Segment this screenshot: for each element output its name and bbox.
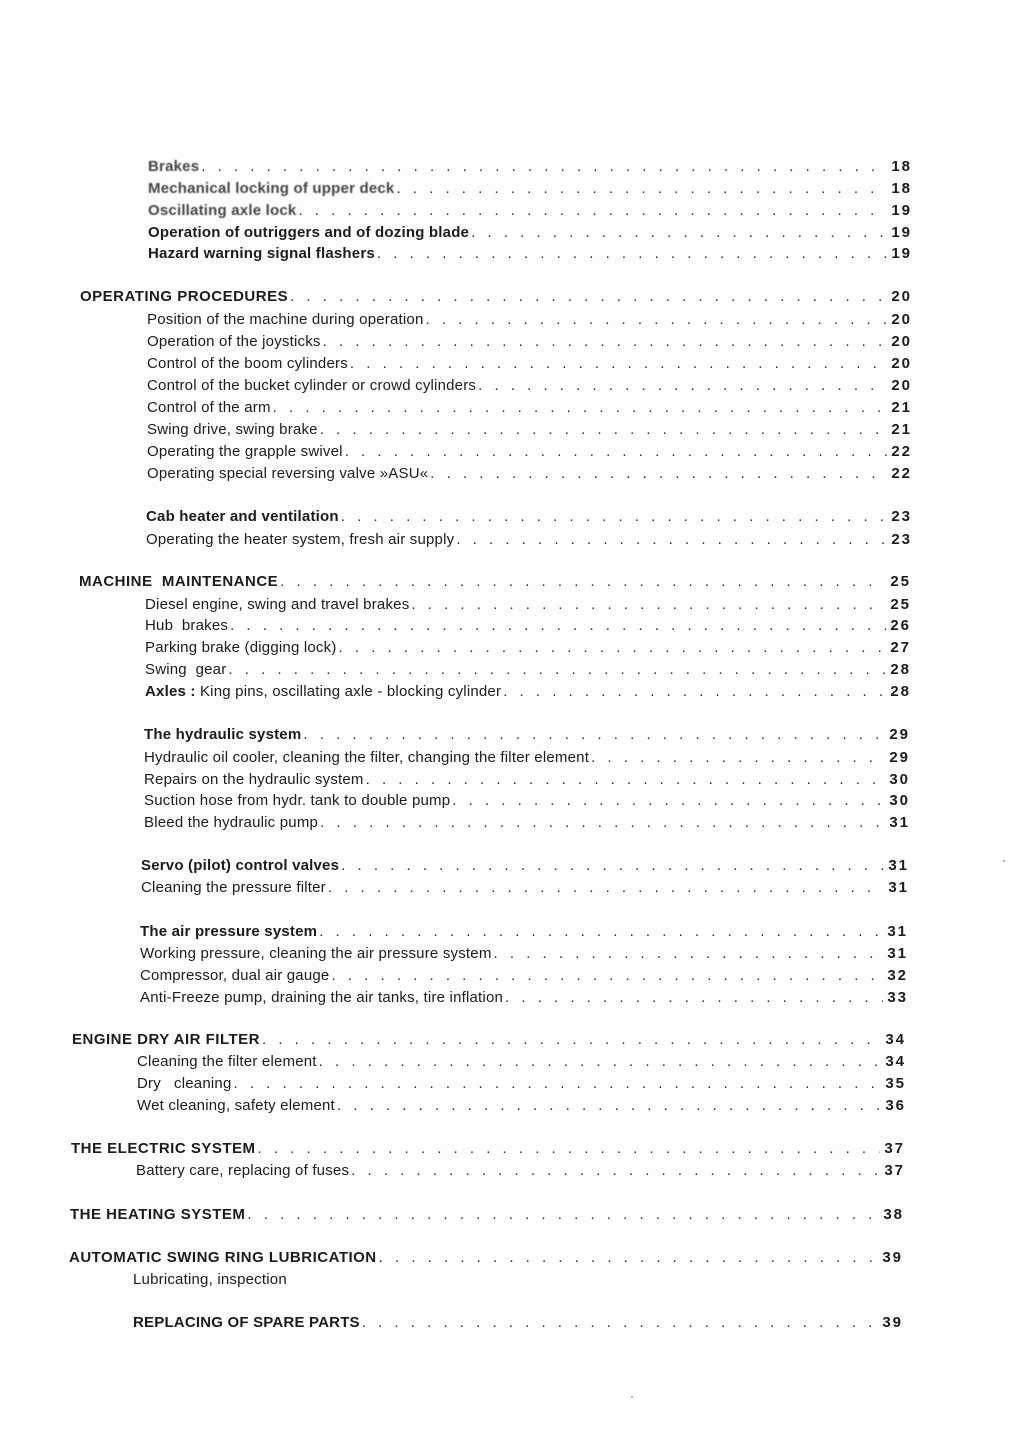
leader-dots [341, 508, 888, 525]
leader-dots [280, 573, 886, 590]
leader-dots [320, 421, 888, 438]
leader-dots [430, 465, 887, 482]
toc-entry-bold-label: Axles : [145, 683, 196, 700]
toc-entry-title: Anti-Freeze pump, draining the air tanks, tire inflation [140, 989, 504, 1006]
toc-entry-page: 37 [884, 1140, 905, 1157]
toc-entry-page: 35 [885, 1075, 906, 1092]
toc-entry-title: Servo (pilot) control valves [141, 857, 340, 874]
leader-dots [303, 726, 885, 743]
leader-dots [350, 355, 887, 372]
toc-entry-title: Position of the machine during operation [147, 311, 424, 328]
leader-dots [426, 311, 888, 328]
toc-section-title: AUTOMATIC SWING RING LUBRICATION [69, 1249, 377, 1266]
toc-entry-title: Control of the bucket cylinder or crowd cylinders [147, 377, 477, 394]
toc-entry [144, 771, 910, 788]
toc-entry-title: Lubricating, inspection [133, 1271, 287, 1288]
toc-entry-page: 36 [885, 1097, 906, 1114]
leader-dots [478, 377, 887, 394]
toc-entry-title: Parking brake (digging lock) [145, 639, 337, 656]
toc-entry [133, 1271, 733, 1288]
toc-entry [146, 531, 912, 548]
toc-entry-page: 38 [883, 1206, 904, 1223]
toc-section-title: THE ELECTRIC SYSTEM [71, 1140, 256, 1157]
leader-dots [331, 967, 883, 984]
toc-entry-title: Suction hose from hydr. tank to double pump [144, 792, 451, 809]
toc-entry-page: 20 [891, 333, 912, 350]
toc-entry-page: 39 [882, 1249, 903, 1266]
leader-dots [503, 683, 886, 700]
toc-section [72, 1031, 906, 1048]
leader-dots [298, 202, 887, 219]
toc-entry-page: 21 [891, 421, 912, 438]
toc-entry-page: 25 [890, 596, 911, 613]
toc-section [70, 1206, 904, 1223]
toc-entry-title: Repairs on the hydraulic system [144, 771, 364, 788]
toc-subheading [146, 508, 912, 525]
toc-entry-page: 18 [891, 158, 912, 175]
toc-entry-page: 19 [891, 202, 912, 219]
toc-entry [148, 158, 912, 175]
leader-dots [230, 617, 886, 634]
toc-entry-title: Control of the arm [147, 399, 271, 416]
toc-entry [137, 1053, 906, 1070]
toc-entry-page: 19 [891, 245, 912, 262]
toc-entry [145, 596, 911, 613]
toc-entry-title: Control of the boom cylinders [147, 355, 348, 372]
toc-section-title: MACHINE MAINTENANCE [79, 573, 279, 590]
toc-entry [147, 311, 912, 328]
leader-dots [339, 639, 887, 656]
leader-dots [320, 814, 885, 831]
toc-entry [148, 202, 912, 219]
leader-dots [328, 879, 884, 896]
scan-speck [1003, 860, 1005, 862]
toc-entry [145, 639, 911, 656]
toc-entry-title: Oscillating axle lock [148, 202, 297, 219]
leader-dots [411, 596, 886, 613]
toc-entry-page: 32 [887, 967, 908, 984]
toc-entry-title: Operation of outriggers and of dozing blade [148, 224, 470, 241]
toc-entry [147, 443, 912, 460]
leader-dots [591, 749, 885, 766]
toc-entry-page: 20 [891, 311, 912, 328]
leader-dots [319, 923, 883, 940]
leader-dots [351, 1162, 880, 1179]
leader-dots [258, 1140, 881, 1157]
toc-entry-page: 26 [890, 617, 911, 634]
toc-entry-page: 20 [891, 355, 912, 372]
toc-entry-page: 22 [891, 443, 912, 460]
toc-entry-page: 29 [889, 749, 910, 766]
toc-entry-title: Operating special reversing valve »ASU« [147, 465, 429, 482]
leader-dots [494, 945, 884, 962]
toc-entry [147, 421, 912, 438]
toc-entry [140, 967, 908, 984]
toc-entry [147, 355, 912, 372]
toc-subheading [133, 1314, 903, 1331]
toc-entry [145, 617, 911, 634]
leader-dots [290, 288, 887, 305]
toc-entry-page: 18 [891, 180, 912, 197]
toc-entry-title: Operating the heater system, fresh air supply [146, 531, 455, 548]
leader-dots [377, 245, 887, 262]
toc-entry-page: 34 [885, 1053, 906, 1070]
toc-section [71, 1140, 905, 1157]
toc-entry-page: 22 [891, 465, 912, 482]
toc-section [80, 288, 912, 305]
toc-subheading [140, 923, 908, 940]
toc-entry-page: 30 [889, 792, 910, 809]
toc-entry-title: The hydraulic system [144, 726, 302, 743]
toc-entry-title: Operation of the joysticks [147, 333, 321, 350]
toc-entry-title: Bleed the hydraulic pump [144, 814, 319, 831]
toc-entry-title: Hazard warning signal flashers [148, 245, 375, 262]
toc-entry-title: The air pressure system [140, 923, 318, 940]
toc-entry-page: 28 [890, 683, 911, 700]
toc-entry-page: 28 [890, 661, 911, 678]
toc-entry [137, 1075, 906, 1092]
toc-entry [136, 1162, 905, 1179]
toc-entry [140, 945, 908, 962]
leader-dots [362, 1314, 879, 1331]
toc-entry-page: 19 [891, 224, 912, 241]
toc-entry-page: 31 [888, 857, 909, 874]
toc-entry-title-rest: King pins, oscillating axle - blocking cylinder [195, 683, 502, 700]
leader-dots [234, 1075, 882, 1092]
toc-entry-title: Hub brakes [145, 617, 229, 634]
toc-entry [148, 245, 912, 262]
toc-entry-title: REPLACING OF SPARE PARTS [133, 1314, 360, 1331]
toc-entry-page: 31 [888, 879, 909, 896]
toc-entry-title: Cab heater and ventilation [146, 508, 339, 525]
toc-entry-title: Operating the grapple swivel [147, 443, 343, 460]
toc-subheading [144, 726, 910, 743]
toc-entry [147, 333, 912, 350]
leader-dots [366, 771, 886, 788]
leader-dots [337, 1097, 881, 1114]
toc-section [69, 1249, 903, 1266]
toc-entry-title: Brakes [148, 158, 200, 175]
leader-dots [379, 1249, 879, 1266]
leader-dots [262, 1031, 881, 1048]
toc-entry-title: Working pressure, cleaning the air pressure system [140, 945, 492, 962]
scan-speck [631, 1396, 633, 1398]
toc-entry-title: Cleaning the filter element [137, 1053, 317, 1070]
leader-dots [228, 661, 886, 678]
toc-entry-title: Swing gear [145, 661, 227, 678]
toc-entry-page: 21 [891, 399, 912, 416]
toc-section [79, 573, 911, 590]
toc-section-title: THE HEATING SYSTEM [70, 1206, 246, 1223]
toc-entry-page: 29 [889, 726, 910, 743]
toc-entry [148, 224, 912, 241]
toc-section-title: OPERATING PROCEDURES [80, 288, 289, 305]
toc-entry [141, 879, 909, 896]
leader-dots [396, 180, 887, 197]
leader-dots [247, 1206, 879, 1223]
toc-entry-title: Swing drive, swing brake [147, 421, 318, 438]
toc-entry-page: 33 [887, 989, 908, 1006]
toc-entry-title: Compressor, dual air gauge [140, 967, 330, 984]
toc-entry-page: 20 [891, 377, 912, 394]
toc-entry [144, 814, 910, 831]
toc-entry [148, 180, 912, 197]
leader-dots [505, 989, 883, 1006]
toc-entry [147, 377, 912, 394]
toc-entry [144, 749, 910, 766]
toc-entry [145, 661, 911, 678]
toc-entry [137, 1097, 906, 1114]
toc-entry [144, 792, 910, 809]
leader-dots [452, 792, 885, 809]
toc-entry-page: 31 [889, 814, 910, 831]
toc-entry-page: 31 [887, 945, 908, 962]
toc-entry-title: Diesel engine, swing and travel brakes [145, 596, 410, 613]
toc-entry-page: 20 [891, 288, 912, 305]
toc-entry-title: Hydraulic oil cooler, cleaning the filter, changing the filter element [144, 749, 590, 766]
toc-entry-page: 23 [891, 508, 912, 525]
toc-entry [145, 683, 911, 700]
toc-entry-page: 25 [890, 573, 911, 590]
toc-entry-page: 30 [889, 771, 910, 788]
toc-entry-title: Cleaning the pressure filter [141, 879, 326, 896]
leader-dots [471, 224, 887, 241]
leader-dots [456, 531, 887, 548]
leader-dots [341, 857, 884, 874]
leader-dots [319, 1053, 882, 1070]
toc-entry-page: 34 [885, 1031, 906, 1048]
toc-entry-title: Wet cleaning, safety element [137, 1097, 335, 1114]
leader-dots [201, 158, 887, 175]
toc-subheading [141, 857, 909, 874]
leader-dots [345, 443, 888, 460]
leader-dots [273, 399, 888, 416]
toc-entry-title [145, 683, 501, 700]
toc-entry-title: Mechanical locking of upper deck [148, 180, 395, 197]
toc-entry-title: Battery care, replacing of fuses [136, 1162, 350, 1179]
toc-entry [140, 989, 908, 1006]
toc-entry-title: Dry cleaning [137, 1075, 232, 1092]
leader-dots [323, 333, 888, 350]
toc-entry-page: 27 [890, 639, 911, 656]
toc-entry-page: 23 [891, 531, 912, 548]
toc-entry-page: 31 [887, 923, 908, 940]
toc-entry-page: 37 [884, 1162, 905, 1179]
toc-section-title: ENGINE DRY AIR FILTER [72, 1031, 261, 1048]
toc-entry [147, 399, 912, 416]
toc-entry-page: 39 [882, 1314, 903, 1331]
toc-entry [147, 465, 912, 482]
